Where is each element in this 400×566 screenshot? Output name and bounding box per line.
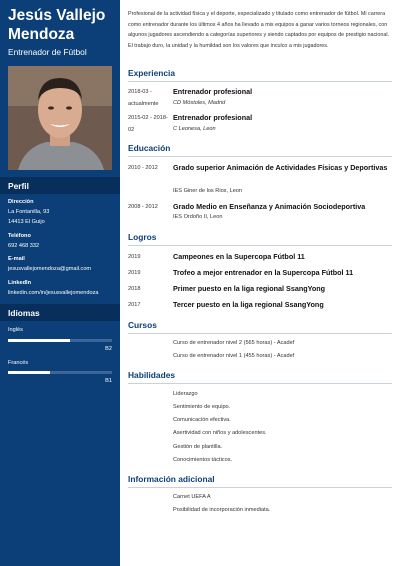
skill-item: Asertividad con niños y adolescentes. [173,430,267,436]
experience-place: C Leonesa, Leon [173,126,216,132]
additional-info-item: Posibilidad de incorporación inmediata. [173,507,271,513]
education-title: Grado superior Animación de Actividades Físicas y Deportivas [173,163,388,172]
profile-heading: Perfil [0,177,120,194]
additional-info-heading: Información adicional [128,474,392,488]
language-level-fill [8,371,50,374]
language-level-bar [8,371,112,374]
address-line-1: La Fontanilla, 93 [8,209,50,215]
achievement-date: 2018 [128,286,141,292]
phone-value: 692 468 332 [8,243,40,249]
address-line-2: 14413 El Guijo [8,219,45,225]
achievement-title: Tercer puesto en la liga regional SsangYong [173,300,324,309]
languages-heading: Idiomas [0,304,120,321]
sidebar [0,0,120,566]
achievement-title: Campeones en la Supercopa Fútbol 11 [173,252,305,261]
education-date: 2010 - 2012 [128,165,158,171]
experience-title: Entrenador profesional [173,87,253,96]
skill-item: Gestión de plantilla. [173,444,223,450]
achievement-date: 2019 [128,254,141,260]
experience-date: 2018-03 - actualmente [128,89,159,107]
experience-place: CD Móstoles, Madrid [173,100,226,106]
profile-summary: Profesional de la actividad física y el deporte, especializado y titulado como entrenador de fútbol. Mi carrera como entrenador durante los últimos 4 años ha llevado a mis equipos a ganar varios torneos regionales, con algunos jugadores ascendiendo a categorías superiores y siendo captados por equipos de prestigio nacional. El trabajo duro, la unidad y la humildad son los valores que inculco a mis jugadores. [128,11,390,49]
email-label: E-mail [8,256,25,262]
email-link[interactable]: jesusvallejomendoza@gmail.com [8,266,92,272]
profile-photo-image [8,66,112,170]
achievements-heading: Logros [128,232,392,246]
language-name: Inglés [8,327,23,333]
language-name: Francés [8,360,29,366]
achievement-title: Trofeo a mejor entrenador en la Supercopa Fútbol 11 [173,268,354,277]
course-item: Curso de entrenador nivel 1 (455 horas) - Acadef [173,353,295,359]
address-label: Dirección [8,199,34,205]
skill-item: Liderazgo [173,391,198,397]
linkedin-label: LinkedIn [8,280,31,286]
education-place: IES Ordoño II, Leon [173,214,223,220]
achievement-title: Primer puesto en la liga regional SsangYong [173,284,326,293]
experience-date: 2015-02 - 2018-02 [128,115,168,133]
achievement-date: 2017 [128,302,141,308]
skills-heading: Habilidades [128,370,392,384]
candidate-name: Jesús Vallejo Mendoza [8,7,106,43]
education-date: 2008 - 2012 [128,204,158,210]
main-content [128,0,392,566]
achievement-date: 2019 [128,270,141,276]
courses-heading: Cursos [128,320,392,334]
job-title: Entrenador de Fútbol [8,47,87,57]
profile-photo [8,66,112,170]
linkedin-link[interactable]: linkedin.com/in/jesusvallejomendoza [8,290,99,296]
course-item: Curso de entrenador nivel 2 (565 horas) - Acadef [173,340,295,346]
education-title: Grado Medio en Enseñanza y Animación Sociodeportiva [173,202,366,211]
experience-title: Entrenador profesional [173,113,253,122]
additional-info-item: Carnet UEFA A [173,494,211,500]
language-level-fill [8,339,70,342]
experience-heading: Experiencia [128,68,392,82]
skill-item: Conocimientos tácticos. [173,457,233,463]
language-level-bar [8,339,112,342]
language-level: B2 [105,346,112,352]
skill-item: Sentimiento de equipo. [173,404,231,410]
phone-label: Teléfono [8,233,31,239]
education-place: IES Giner de los Rios, Leon [173,188,243,194]
skill-item: Comunicación efectiva. [173,417,231,423]
education-heading: Educación [128,143,392,157]
language-level: B1 [105,378,112,384]
